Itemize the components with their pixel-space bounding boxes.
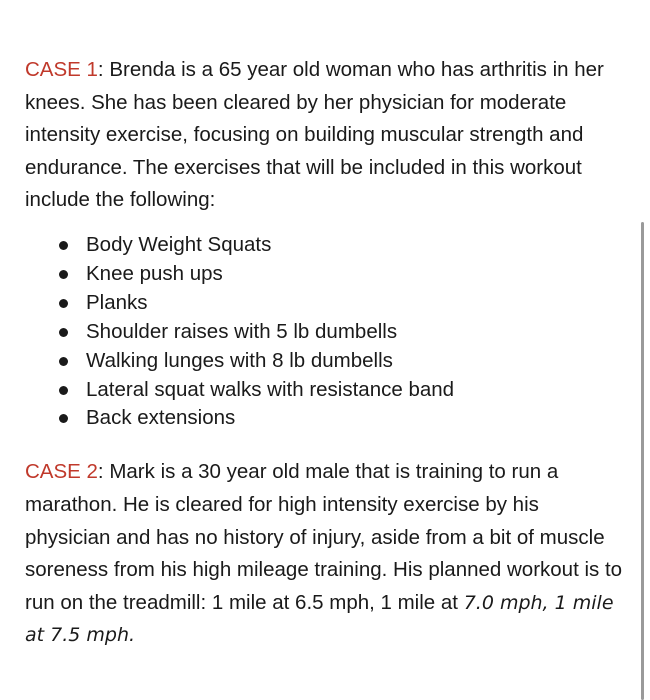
case2-emphasis: 7.0 mph, 1 mile at 7.5 mph.: [25, 591, 614, 647]
bullet-icon: [59, 328, 68, 337]
bullet-icon: [59, 241, 68, 250]
case1-label: CASE 1: [25, 58, 98, 81]
exercise-label: Planks: [86, 290, 148, 314]
bullet-icon: [59, 270, 68, 279]
exercise-label: Shoulder raises with 5 lb dumbells: [86, 319, 398, 343]
case2-label: CASE 2: [25, 460, 98, 484]
list-item: [25, 231, 625, 260]
bullet-icon: [59, 414, 68, 423]
exercise-list: [25, 231, 625, 433]
exercise-label: Knee push ups: [86, 261, 223, 285]
list-item: [25, 376, 625, 405]
exercise-label: Back extensions: [86, 406, 236, 430]
exercise-label: Walking lunges with 8 lb dumbells: [86, 348, 393, 372]
list-item: [25, 347, 625, 376]
exercise-label: Lateral squat walks with resistance band: [86, 377, 455, 401]
vertical-scrollbar[interactable]: [641, 222, 644, 700]
case1-text: : Brenda is a 65 year old woman who has arthritis in her knees. She has been cleared by her physician for moderate intensity exercise, focusing on building muscular strength and endurance. The exercises that will be included in this workout include the following:: [25, 58, 604, 212]
case2-text: : Mark is a 30 year old male that is training to run a marathon. He is cleared for high intensity exercise by his physician and has no history of injury, aside from a bit of muscle soreness from his high mileage training. His planned workout is to run on the treadmill: 1 mile at 6.5 mph, 1 mile at: [25, 460, 623, 614]
list-item: [25, 260, 625, 289]
document-body: [25, 54, 625, 652]
list-item: [25, 404, 625, 433]
case1-paragraph: [25, 54, 625, 217]
case2-paragraph: [25, 456, 625, 652]
bullet-icon: [59, 299, 68, 308]
bullet-icon: [59, 357, 68, 366]
list-item: [25, 289, 625, 318]
exercise-label: Body Weight Squats: [86, 232, 272, 256]
list-item: [25, 318, 625, 347]
bullet-icon: [59, 386, 68, 395]
